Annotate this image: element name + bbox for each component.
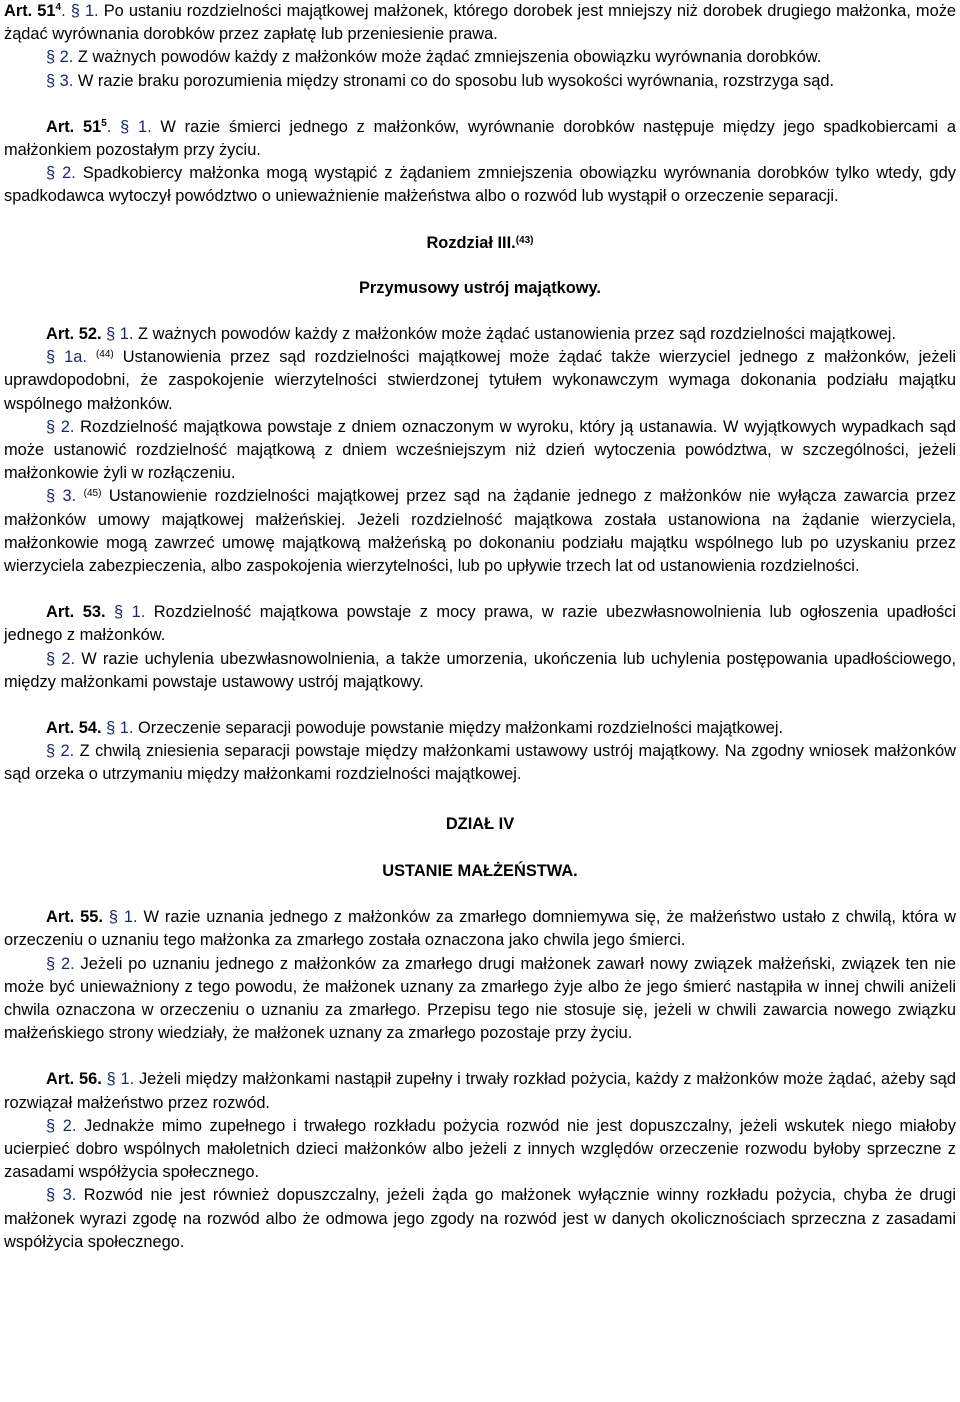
art-53-par-1 (4, 601, 956, 647)
paragraph-number: . § 1. (106, 117, 152, 136)
paragraph-text: Orzeczenie separacji powoduje powstanie między małżonkami rozdzielności majątkowej. (133, 719, 784, 738)
paragraph-text: Ustanowienia przez sąd rozdzielności majątkowej może żądać także wierzyciel jednego z małżonków, jeżeli uprawdopodobni, że zaspokojenie wierzytelności stwierdzonej tytułem wykonawczym wymaga dokonania podziału majątku wspólnego małżonków. (4, 348, 956, 413)
art-52-par-2 (4, 416, 956, 486)
footnote-ref[interactable]: (44) (95, 349, 114, 361)
paragraph-text: Jednakże mimo zupełnego i trwałego rozkładu pożycia rozwód nie jest dopuszczalny, jeżeli wskutek niego miałoby ucierpieć dobro wspólnych małoletnich dzieci małżonków albo jeżeli z innych względów orzeczenie rozwodu byłoby sprzeczne z zasadami współżycia społecznego. (4, 1116, 956, 1182)
art-52-par-3 (4, 485, 956, 578)
chapter-heading: Rozdział III.$^{(43)}$ (426, 233, 534, 252)
paragraph-number: § 1. (101, 719, 134, 738)
article-number: Art. $51^5$ (46, 117, 107, 136)
paragraph-text: Spadkobiercy małżonka mogą wystąpić z żądaniem zmniejszenia obowiązku wyrównania dorobków tylko wtedy, gdy spadkodawca wytoczył powództwo o unieważnienie małżeństwa albo o rozwód lub wystąpił o orzeczenie separacji. (4, 164, 956, 206)
art-52-par-1 (4, 323, 956, 346)
paragraph-text: Jeżeli między małżonkami nastąpił zupełny i trwały rozkład pożycia, każdy z małżonków może żądać, ażeby sąd rozwiązał małżeństwo przez rozwód. (4, 1070, 956, 1112)
article-number: Art. 54. (46, 719, 102, 738)
paragraph-number: § 1. (101, 1070, 135, 1089)
art-56-par-1 (4, 1068, 956, 1114)
paragraph-text: Z ważnych powodów każdy z małżonków może żądać ustanowienia przez sąd rozdzielności majątkowej. (133, 325, 897, 344)
paragraph-number: § 1. (102, 908, 138, 927)
paragraph-text: W razie uznania jednego z małżonków za zmarłego domniemywa się, że małżeństwo ustało z chwilą, która w orzeczeniu o uznaniu tego małżonka za zmarłego została oznaczona jako chwila jego śmierci. (4, 908, 956, 950)
paragraph-text: Rozdzielność majątkowa powstaje z dniem oznaczonym w wyroku, który ją ustanawia. W wyjątkowych wypadkach sąd może ustanowić rozdzielność majątkową z dniem wcześniejszym niż dzień wytoczenia powództwa, w szczególności, jeżeli małżonkowie żyli w rozłączeniu. (4, 417, 957, 483)
art-51-5-par-1 (4, 116, 956, 162)
paragraph-number: § 1. (105, 603, 146, 622)
paragraph-number: § 2. (46, 48, 74, 67)
art-52-par-1a (4, 346, 956, 416)
paragraph-number: § 2. (46, 954, 75, 973)
paragraph-number: § 3. (46, 487, 77, 506)
art-56-par-3 (4, 1184, 956, 1254)
paragraph-text: Z chwilą zniesienia separacji powstaje między małżonkami ustawowy ustrój majątkowy. Na zgodny wniosek małżonków sąd orzeka o utrzymaniu między małżonkami rozdzielności majątkowej. (4, 742, 957, 784)
footnote-ref[interactable]: (43) (515, 234, 534, 246)
art-51-4-par-1 (4, 0, 956, 46)
art-55-par-1 (4, 906, 956, 952)
paragraph-number: § 3. (46, 71, 74, 90)
article-number: Art. 53. (46, 603, 106, 622)
paragraph-text: W razie uchylenia ubezwłasnowolnienia, a także umorzenia, ukończenia lub uchylenia postępowania upadłościowego, między małżonkami powstaje ustawowy ustrój majątkowy. (4, 649, 957, 691)
paragraph-text: Ustanowienie rozdzielności majątkowej przez sąd na żądanie jednego z małżonków nie wyłącza zawarcia przez małżonków umowy majątkowej małżeńskiej. Jeżeli rozdzielność majątkowa została ustanowiona na żądanie wierzyciela, małżonkowie mogą zawrzeć umowę majątkową małżeńską po dokonaniu podziału majątku wspólnego lub po uzyskaniu przez wierzyciela zabezpieczenia, albo zaspokojenia wierzytelności, lub po upływie trzech lat od ustanowienia rozdzielności. (4, 487, 956, 576)
art-56-par-2 (4, 1115, 956, 1185)
paragraph-text: Jeżeli po uznaniu jednego z małżonków za zmarłego drugi małżonek zawarł nowy związek małżeński, związek ten nie może być unieważniony z tego powodu, że małżonek uznany za zmarłego żyje albo że jego śmierć nastąpiła w innej chwili aniżeli chwila oznaczona w orzeczeniu o uznaniu za zmarłego. Przepisu tego nie stosuje się, jeżeli w chwili zawarcia nowego związku małżeńskiego strony wiedziały, że małżonek uznany za zmarłego pozostaje przy życiu. (4, 954, 956, 1043)
art-54-par-2 (4, 740, 956, 786)
paragraph-text: W razie braku porozumienia między stronami co do sposobu lub wysokości wyrównania, rozstrzyga sąd. (73, 71, 835, 90)
article-number: Art. 52. (46, 325, 102, 344)
paragraph-number: § 2. (46, 417, 75, 436)
paragraph-text: Po ustaniu rozdzielności majątkowej małżonek, którego dorobek jest mniejszy niż dorobek drugiego małżonka, może żądać wyrównania dorobków przez zapłatę lub przeniesienie prawa. (4, 2, 957, 44)
art-51-4-par-3 (4, 70, 956, 93)
paragraph-number: § 1a. (46, 348, 87, 367)
paragraph-text: W razie śmierci jednego z małżonków, wyrównanie dorobków następuje między jego spadkobiercami a małżonkiem pozostałym przy życiu. (4, 117, 957, 160)
paragraph-number: § 2. (46, 1116, 77, 1135)
article-number: Art. $51^4$ (4, 2, 62, 20)
paragraph-number: . § 1. (61, 2, 99, 20)
paragraph-number: § 3. (46, 1186, 77, 1205)
paragraph-text: Z ważnych powodów każdy z małżonków może żądać zmniejszenia obowiązku wyrównania dorobków. (73, 48, 822, 67)
chapter-title: Przymusowy ustrój majątkowy. (359, 278, 601, 297)
article-number: Art. 56. (46, 1070, 102, 1089)
paragraph-number: § 2. (46, 742, 75, 761)
paragraph-text: Rozdzielność majątkowa powstaje z mocy prawa, w razie ubezwłasnowolnienia lub ogłoszenia upadłości jednego z małżonków. (4, 603, 956, 645)
paragraph-number: § 2. (46, 649, 76, 668)
division-heading: DZIAŁ IV (445, 814, 515, 833)
article-number: Art. 55. (46, 908, 103, 927)
paragraph-text: Rozwód nie jest również dopuszczalny, jeżeli żąda go małżonek wyłącznie winny rozkładu pożycia, chyba że drugi małżonek wyrazi zgodę na rozwód albo że odmowa jego zgody na rozwód jest w danych okolicznościach sprzeczna z zasadami współżycia społecznego. (4, 1186, 956, 1251)
art-51-4-par-2 (4, 46, 956, 69)
footnote-ref[interactable]: (45) (83, 488, 102, 500)
art-51-5-par-2 (4, 162, 956, 208)
art-55-par-2 (4, 953, 956, 1046)
paragraph-number: § 2. (46, 164, 76, 183)
division-title: USTANIE MAŁŻEŃSTWA. (382, 861, 578, 880)
paragraph-number: § 1. (101, 325, 134, 344)
art-54-par-1 (4, 717, 956, 740)
art-53-par-2 (4, 648, 956, 694)
